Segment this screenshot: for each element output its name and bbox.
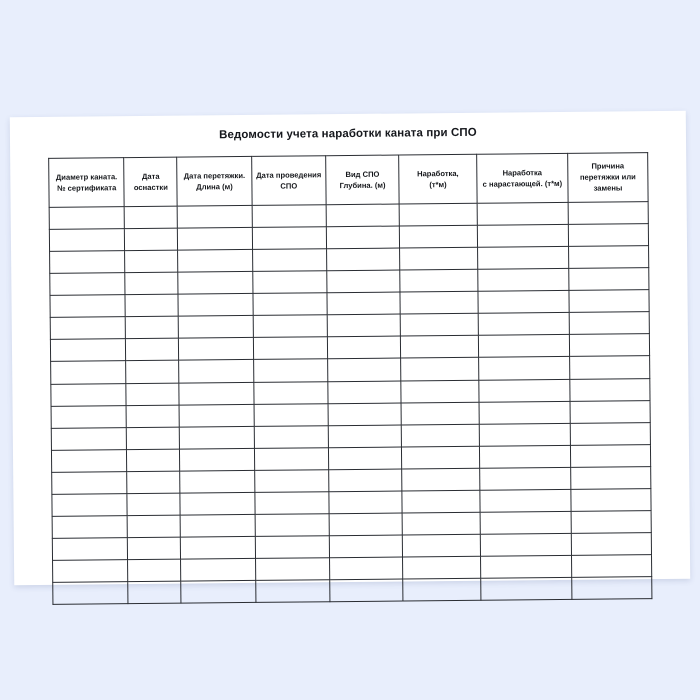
- table-cell[interactable]: [479, 379, 570, 402]
- table-cell[interactable]: [480, 534, 571, 557]
- table-cell[interactable]: [400, 269, 478, 292]
- table-cell[interactable]: [125, 228, 178, 251]
- table-cell[interactable]: [52, 516, 128, 539]
- table-cell[interactable]: [480, 467, 571, 490]
- header-line: с нарастающей. (т*м): [482, 178, 563, 189]
- table-cell[interactable]: [327, 292, 400, 315]
- table-cell[interactable]: [568, 224, 648, 247]
- table-cell[interactable]: [49, 206, 125, 229]
- table-cell[interactable]: [330, 557, 403, 580]
- table-cell[interactable]: [572, 555, 652, 578]
- table-cell[interactable]: [402, 490, 480, 513]
- header-line: № сертификата: [57, 183, 117, 193]
- table-cell[interactable]: [51, 383, 127, 406]
- table-cell[interactable]: [571, 489, 651, 512]
- table-row[interactable]: [53, 577, 652, 605]
- table-cell[interactable]: [479, 445, 570, 468]
- table-cell[interactable]: [569, 268, 649, 291]
- table-cell[interactable]: [479, 423, 570, 446]
- header-line: Дата проведения: [256, 170, 322, 180]
- sheet-content: [48, 125, 652, 571]
- table-cell[interactable]: [329, 491, 402, 514]
- table-header-row: [49, 152, 648, 207]
- table-cell[interactable]: [127, 449, 180, 472]
- table-cell[interactable]: [125, 250, 178, 273]
- table-cell[interactable]: [571, 467, 651, 490]
- table-cell[interactable]: [477, 202, 568, 225]
- table-cell[interactable]: [253, 359, 328, 382]
- ledger-table: [48, 152, 652, 605]
- table-cell[interactable]: [479, 401, 570, 424]
- table-cell[interactable]: [128, 559, 181, 582]
- table-cell[interactable]: [128, 537, 181, 560]
- page-title: Ведомости учета наработки каната при СПО: [219, 126, 477, 142]
- table-cell[interactable]: [327, 336, 400, 359]
- table-cell[interactable]: [50, 251, 126, 274]
- table-cell[interactable]: [127, 493, 180, 516]
- table-cell[interactable]: [569, 312, 649, 335]
- table-cell[interactable]: [52, 538, 128, 561]
- header-line: Длина (м): [196, 181, 233, 192]
- table-cell[interactable]: [400, 291, 478, 314]
- table-cell[interactable]: [402, 512, 480, 535]
- table-cell[interactable]: [572, 577, 652, 600]
- table-cell[interactable]: [571, 511, 651, 534]
- table-cell[interactable]: [569, 334, 649, 357]
- table-cell[interactable]: [401, 358, 479, 381]
- table-cell[interactable]: [178, 249, 253, 272]
- header-line: Глубина. (м): [339, 180, 386, 190]
- table-cell[interactable]: [478, 313, 569, 336]
- table-cell[interactable]: [50, 317, 126, 340]
- table-cell[interactable]: [50, 273, 126, 296]
- table-cell[interactable]: [179, 382, 254, 405]
- column-header-cumulative-workload: [477, 153, 569, 203]
- header-line: замены: [593, 183, 623, 193]
- column-header-workload: [399, 154, 477, 204]
- table-cell[interactable]: [401, 380, 479, 403]
- table-cell[interactable]: [179, 404, 254, 427]
- table-cell[interactable]: [330, 579, 403, 602]
- table-cell[interactable]: [403, 557, 481, 580]
- header-line: Дата перетяжки.: [183, 170, 246, 181]
- table-cell[interactable]: [179, 338, 254, 361]
- table-cell[interactable]: [480, 556, 571, 579]
- table-cell[interactable]: [401, 336, 479, 359]
- header-line: Наработка: [502, 167, 543, 178]
- header-line: СПО: [280, 181, 298, 191]
- table-cell[interactable]: [480, 489, 571, 512]
- paper-sheet: [10, 111, 690, 585]
- table-cell[interactable]: [255, 492, 330, 515]
- table-cell[interactable]: [178, 272, 253, 295]
- table-cell[interactable]: [126, 405, 179, 428]
- table-cell[interactable]: [51, 427, 127, 450]
- table-cell[interactable]: [570, 444, 650, 467]
- table-cell[interactable]: [178, 227, 253, 250]
- table-cell[interactable]: [328, 381, 401, 404]
- table-cell[interactable]: [255, 580, 330, 603]
- table-cell[interactable]: [327, 248, 400, 271]
- table-cell[interactable]: [568, 201, 648, 224]
- column-header-rope-diameter: [49, 157, 125, 207]
- table-cell[interactable]: [253, 315, 328, 338]
- column-header-rigging-date: [124, 157, 177, 207]
- table-cell[interactable]: [126, 361, 179, 384]
- table-cell[interactable]: [252, 205, 327, 228]
- header-line: Причина: [591, 161, 625, 171]
- table-cell[interactable]: [253, 337, 328, 360]
- table-cell[interactable]: [326, 226, 399, 249]
- table-cell[interactable]: [327, 270, 400, 293]
- column-header-reason: [568, 152, 648, 202]
- table-cell[interactable]: [255, 536, 330, 559]
- table-cell[interactable]: [125, 294, 178, 317]
- table-cell[interactable]: [53, 560, 129, 583]
- column-header-spo-date: [251, 156, 326, 206]
- table-body: [49, 201, 652, 604]
- table-cell[interactable]: [51, 405, 127, 428]
- column-header-pull-date-length: [177, 156, 252, 206]
- table-cell[interactable]: [178, 205, 253, 228]
- table-cell[interactable]: [328, 358, 401, 381]
- table-cell[interactable]: [128, 515, 181, 538]
- table-cell[interactable]: [252, 249, 327, 272]
- table-cell[interactable]: [51, 449, 127, 472]
- header-line: Вид СПО: [345, 169, 380, 179]
- table-cell[interactable]: [481, 578, 572, 601]
- table-cell[interactable]: [180, 426, 255, 449]
- table-cell[interactable]: [127, 471, 180, 494]
- header-line: Наработка,: [417, 168, 459, 179]
- table-cell[interactable]: [128, 582, 181, 605]
- table-cell[interactable]: [480, 511, 571, 534]
- table-cell[interactable]: [569, 290, 649, 313]
- table-cell[interactable]: [329, 513, 402, 536]
- column-header-spo-type-depth: [326, 155, 400, 205]
- table-cell[interactable]: [402, 446, 480, 469]
- table-cell[interactable]: [49, 229, 125, 252]
- table-cell[interactable]: [178, 294, 253, 317]
- table-cell[interactable]: [477, 246, 568, 269]
- table-cell[interactable]: [126, 383, 179, 406]
- table-cell[interactable]: [181, 537, 256, 560]
- table-cell[interactable]: [179, 360, 254, 383]
- table-cell[interactable]: [399, 203, 477, 226]
- table-cell[interactable]: [254, 448, 329, 471]
- header-line: оснастки: [133, 182, 168, 192]
- table-cell[interactable]: [181, 515, 256, 538]
- table-cell[interactable]: [570, 400, 650, 423]
- table-cell[interactable]: [400, 247, 478, 270]
- table-cell[interactable]: [125, 272, 178, 295]
- table-cell[interactable]: [478, 335, 569, 358]
- table-cell[interactable]: [255, 514, 330, 537]
- table-header: [49, 152, 648, 207]
- table-cell[interactable]: [403, 534, 481, 557]
- table-cell[interactable]: [126, 316, 179, 339]
- table-cell[interactable]: [50, 339, 126, 362]
- table-cell[interactable]: [181, 581, 256, 604]
- header-line: перетяжки или: [579, 172, 636, 183]
- table-cell[interactable]: [53, 582, 129, 605]
- table-cell[interactable]: [255, 558, 330, 581]
- table-cell[interactable]: [125, 206, 178, 229]
- table-cell[interactable]: [181, 559, 256, 582]
- table-cell[interactable]: [254, 470, 329, 493]
- table-cell[interactable]: [52, 472, 128, 495]
- table-cell[interactable]: [329, 469, 402, 492]
- table-cell[interactable]: [254, 403, 329, 426]
- table-cell[interactable]: [478, 357, 569, 380]
- table-cell[interactable]: [328, 403, 401, 426]
- table-cell[interactable]: [50, 295, 126, 318]
- table-cell[interactable]: [570, 422, 650, 445]
- header-line: Диаметр каната.: [55, 172, 118, 182]
- table-cell[interactable]: [126, 339, 179, 362]
- table-cell[interactable]: [401, 402, 479, 425]
- table-cell[interactable]: [253, 293, 328, 316]
- table-cell[interactable]: [401, 424, 479, 447]
- table-cell[interactable]: [571, 533, 651, 556]
- table-cell[interactable]: [569, 246, 649, 269]
- table-cell[interactable]: [400, 225, 478, 248]
- table-cell[interactable]: [570, 378, 650, 401]
- table-cell[interactable]: [180, 470, 255, 493]
- table-cell[interactable]: [400, 314, 478, 337]
- table-cell[interactable]: [127, 427, 180, 450]
- table-cell[interactable]: [328, 425, 401, 448]
- table-cell[interactable]: [403, 579, 481, 602]
- table-cell[interactable]: [326, 204, 399, 227]
- table-cell[interactable]: [52, 494, 128, 517]
- table-cell[interactable]: [51, 361, 127, 384]
- table-cell[interactable]: [180, 448, 255, 471]
- table-cell[interactable]: [328, 447, 401, 470]
- table-cell[interactable]: [478, 291, 569, 314]
- header-line: Дата: [141, 171, 160, 181]
- table-cell[interactable]: [254, 425, 329, 448]
- table-cell[interactable]: [252, 227, 327, 250]
- table-cell[interactable]: [179, 316, 254, 339]
- table-cell[interactable]: [327, 314, 400, 337]
- table-cell[interactable]: [252, 271, 327, 294]
- table-cell[interactable]: [402, 468, 480, 491]
- table-cell[interactable]: [477, 224, 568, 247]
- table-cell[interactable]: [570, 356, 650, 379]
- table-cell[interactable]: [478, 268, 569, 291]
- table-cell[interactable]: [329, 535, 402, 558]
- header-line: (т*м): [429, 179, 447, 190]
- table-cell[interactable]: [254, 381, 329, 404]
- table-cell[interactable]: [180, 492, 255, 515]
